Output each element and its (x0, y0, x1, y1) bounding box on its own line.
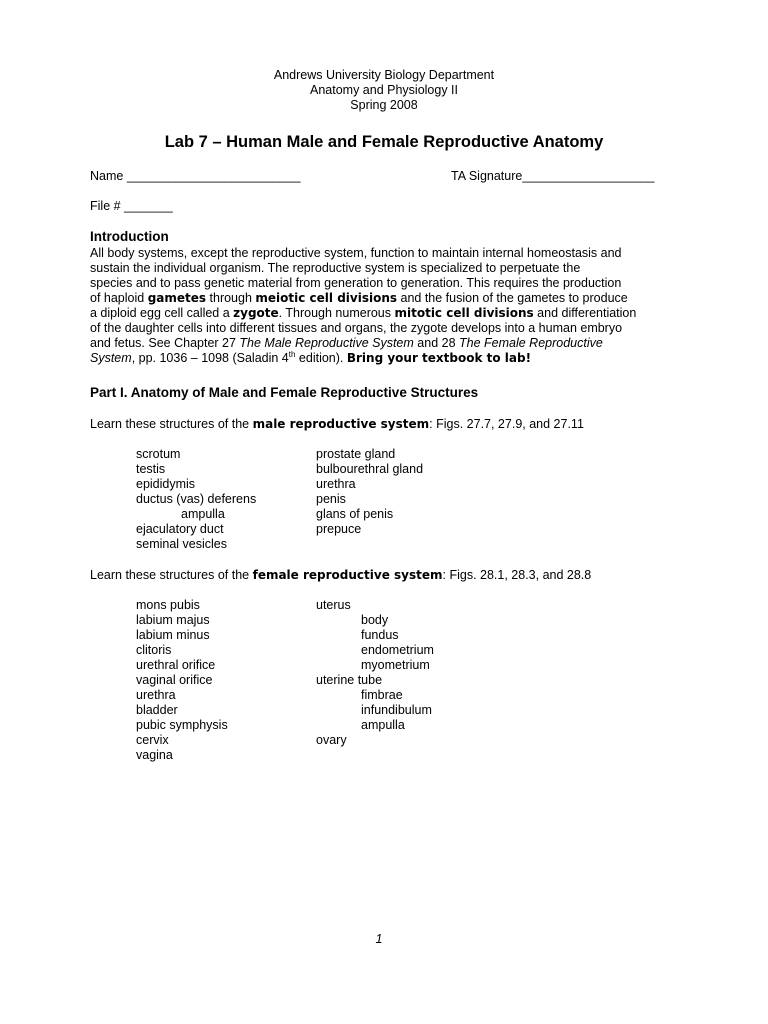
intro-text: Learn these structures of the (90, 417, 253, 431)
female-system-label: female reproductive system (252, 568, 443, 582)
figure-refs: : Figs. 27.7, 27.9, and 27.11 (429, 417, 584, 431)
intro-heading: Introduction (90, 229, 169, 244)
list-item: prepuce (316, 522, 362, 536)
intro-text: and differentiation (533, 306, 637, 320)
list-item: myometrium (361, 658, 430, 672)
male-system-label: male reproductive system (252, 417, 430, 431)
list-item: clitoris (136, 643, 172, 657)
list-item: urethra (316, 477, 356, 491)
intro-line: of the daughter cells into different tissues and organs, the zygote develops into a human embryo (90, 321, 623, 335)
intro-paragraph (90, 246, 690, 366)
list-item: endometrium (361, 643, 434, 657)
list-item: ovary (316, 733, 347, 747)
list-item: fimbrae (361, 688, 403, 702)
intro-line: All body systems, except the reproductive system, function to maintain internal homeostasis and (90, 246, 622, 260)
list-item: bladder (136, 703, 178, 717)
list-item: ductus (vas) deferens (136, 492, 257, 506)
list-item: body (361, 613, 389, 627)
list-item: scrotum (136, 447, 181, 461)
term-meiotic: meiotic cell divisions (255, 291, 398, 305)
figure-refs: : Figs. 28.1, 28.3, and 28.8 (442, 568, 592, 582)
list-item: ampulla (361, 718, 405, 732)
intro-line (90, 351, 690, 366)
list-item: urethra (136, 688, 176, 702)
intro-text: . Through numerous (278, 306, 395, 320)
chapter-28-title-cont: System (90, 351, 132, 365)
intro-line (90, 291, 690, 306)
intro-text: through (206, 291, 256, 305)
list-item: urethral orifice (136, 658, 216, 672)
intro-text: and fetus. See Chapter 27 (90, 336, 240, 350)
list-item: bulbourethral gland (316, 462, 424, 476)
list-item: cervix (136, 733, 169, 747)
term-mitotic: mitotic cell divisions (394, 306, 534, 320)
intro-line: species and to pass genetic material from generation to generation. This requires the production (90, 276, 622, 290)
list-item: testis (136, 462, 166, 476)
list-item: penis (316, 492, 346, 506)
term-gametes: gametes (147, 291, 207, 305)
intro-text: , pp. 1036 – 1098 (Saladin 4 (131, 351, 289, 365)
list-item: seminal vesicles (136, 537, 228, 551)
list-item: ejaculatory duct (136, 522, 224, 536)
intro-text: edition). (295, 351, 347, 365)
header-course: Anatomy and Physiology II (310, 83, 458, 97)
list-item: uterine tube (316, 673, 383, 687)
file-number-field: File # _______ (90, 199, 173, 213)
chapter-27-title: The Male Reproductive System (239, 336, 414, 350)
female-intro (90, 568, 591, 582)
part1-heading: Part I. Anatomy of Male and Female Reproductive Structures (90, 385, 479, 400)
name-field: Name _________________________ (90, 169, 301, 183)
list-item: fundus (361, 628, 399, 642)
list-item: ampulla (181, 507, 225, 521)
list-item: vaginal orifice (136, 673, 213, 687)
intro-text: and the fusion of the gametes to produce (397, 291, 628, 305)
header-institution: Andrews University Biology Department (273, 68, 495, 82)
list-item: epididymis (136, 477, 196, 491)
male-intro (90, 417, 584, 431)
intro-line (90, 306, 690, 321)
page-number: 1 (375, 932, 383, 946)
list-item: uterus (316, 598, 351, 612)
superscript: th (288, 349, 296, 359)
intro-text: Learn these structures of the (90, 568, 253, 582)
list-item: pubic symphysis (136, 718, 228, 732)
intro-text: of haploid (90, 291, 148, 305)
ta-signature-field: TA Signature___________________ (451, 169, 655, 183)
intro-line: sustain the individual organism. The reproductive system is specialized to perpetuate the (90, 261, 581, 275)
intro-line (90, 336, 690, 351)
list-item: prostate gland (316, 447, 396, 461)
term-zygote: zygote (233, 306, 279, 320)
list-item: vagina (136, 748, 173, 762)
list-item: labium minus (136, 628, 210, 642)
list-item: glans of penis (316, 507, 394, 521)
intro-text: a diploid egg cell called a (90, 306, 234, 320)
chapter-28-title: The Female Reproductive (459, 336, 603, 350)
list-item: mons pubis (136, 598, 200, 612)
page-title: Lab 7 – Human Male and Female Reproductive Anatomy (164, 133, 604, 151)
intro-text: and 28 (413, 336, 459, 350)
header-term: Spring 2008 (350, 98, 418, 112)
list-item: labium majus (136, 613, 210, 627)
textbook-reminder: Bring your textbook to lab! (346, 351, 532, 365)
list-item: infundibulum (361, 703, 432, 717)
